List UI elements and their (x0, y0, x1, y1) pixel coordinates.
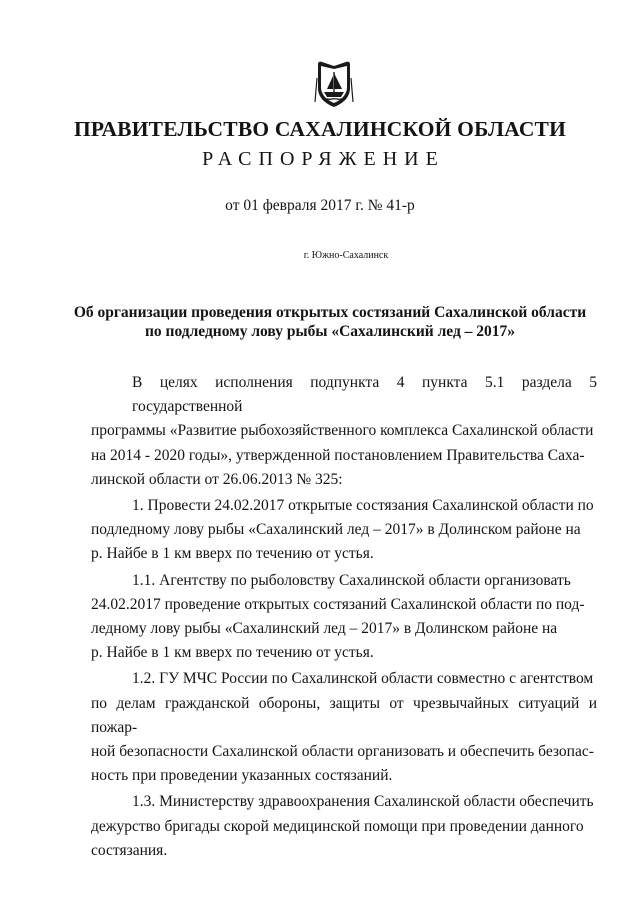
text-line: программы «Развитие рыбохозяйственного комплекса Сахалинской области (91, 422, 594, 440)
text-line: ность при проведении указанных состязаний. (91, 767, 393, 785)
coat-of-arms-icon (314, 58, 354, 108)
paragraph-item-1-3 (91, 790, 597, 863)
paragraph-item-1 (91, 494, 597, 567)
text-line: 1.2. ГУ МЧС России по Сахалинской области совместно с агентством (132, 670, 594, 688)
subject-line: Об организации проведения открытых состязаний Сахалинской области (73, 304, 587, 321)
text-line: В целях исполнения подпункта 4 пункта 5.1 раздела 5 государственной (132, 374, 597, 416)
text-line: на 2014 - 2020 годы», утвержденной постановлением Правительства Саха- (91, 446, 585, 464)
text-line: дежурство бригады скорой медицинской помощи при проведении данного (91, 817, 584, 835)
subject-line: по подледному лову рыбы «Сахалинский лед – 2017» (144, 323, 516, 340)
paragraph-item-1-2 (91, 667, 597, 788)
text-line: ледному лову рыбы «Сахалинский лед – 2017» в Долинском районе на (91, 620, 558, 638)
text-line: 24.02.2017 проведение открытых состязаний Сахалинской области по под- (91, 595, 585, 613)
text-line: р. Найбе в 1 км вверх по течению от устья. (91, 545, 374, 563)
document-date-number: от 01 февраля 2017 г. № 41-р (225, 197, 415, 214)
paragraph-preamble (91, 371, 597, 492)
document-place: г. Южно-Сахалинск (303, 250, 389, 261)
text-line: 1. Провести 24.02.2017 открытые состязания Сахалинской области по (132, 497, 594, 515)
text-line: 1.3. Министерству здравоохранения Сахалинской области обеспечить (132, 793, 594, 811)
text-line: линской области от 26.06.2013 № 325: (91, 470, 343, 488)
text-line: состязания. (91, 841, 168, 859)
document-type: РАСПОРЯЖЕНИЕ (202, 148, 445, 170)
text-line: р. Найбе в 1 км вверх по течению от устья. (91, 644, 374, 662)
document-subject (70, 303, 590, 341)
paragraph-item-1-1 (91, 569, 597, 666)
text-line: 1.1. Агентству по рыболовству Сахалинской области организовать (132, 571, 571, 589)
text-line: по делам гражданской обороны, защиты от чрезвычайных ситуаций и пожар- (91, 694, 597, 736)
text-line: ной безопасности Сахалинской области организовать и обеспечить безопас- (91, 743, 594, 761)
document-body (91, 371, 597, 865)
text-line: подледному лову рыбы «Сахалинский лед – 2017» в Долинском районе на (91, 521, 581, 539)
organization-title: ПРАВИТЕЛЬСТВО САХАЛИНСКОЙ ОБЛАСТИ (73, 117, 567, 141)
